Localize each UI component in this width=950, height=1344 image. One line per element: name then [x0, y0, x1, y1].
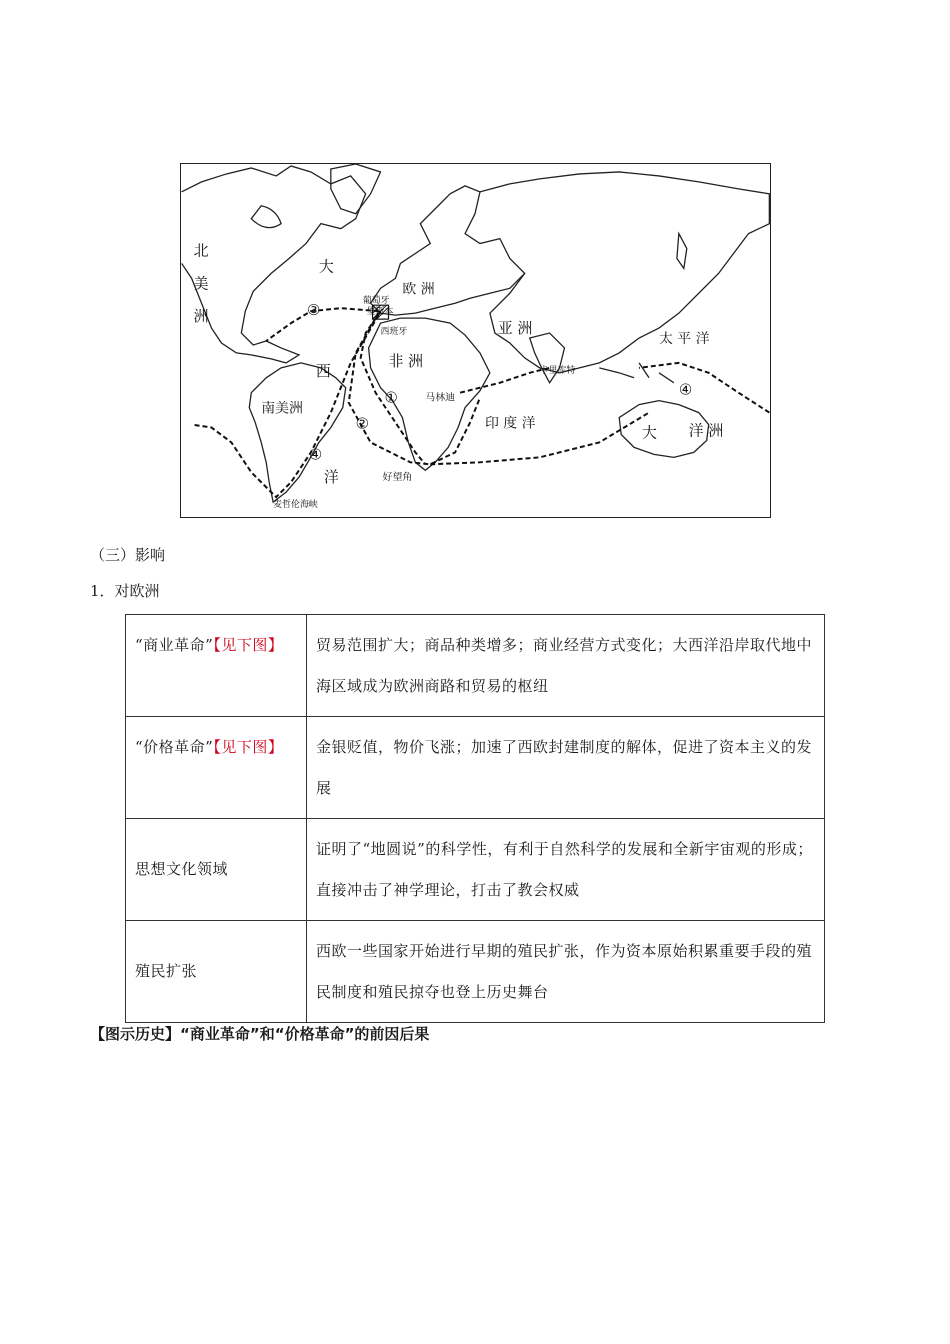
label-oceania-1: 大: [642, 423, 657, 442]
label-strait-of-magellan: 麦哲伦海峡: [273, 500, 318, 511]
table-row: [126, 921, 825, 1023]
row-label-cell: [126, 921, 307, 1023]
row-label-note: 【见下图】: [213, 636, 284, 654]
label-indian-ocean: 印 度 洋: [484, 415, 536, 432]
map-drawing: [181, 164, 770, 517]
label-route-1: ①: [384, 388, 398, 407]
row-content-cell: [307, 819, 825, 921]
row-label: 思想文化领域: [135, 860, 229, 878]
impact-table: [125, 614, 825, 1023]
label-oceania-2: 洋 洲: [688, 421, 724, 440]
label-atlantic-3: 洋: [323, 468, 339, 487]
map-labels: [194, 241, 724, 510]
japan-outline: [677, 234, 687, 269]
figure-caption: 【图示历史】“商业革命”和“价格革命”的前因后果: [90, 1025, 430, 1043]
table-row: [126, 717, 825, 819]
row-content: 金银贬值，物价飞涨；加速了西欧封建制度的解体，促进了资本主义的发展: [316, 738, 813, 797]
row-label-note: 【见下图】: [213, 738, 284, 756]
label-route-4-atlantic: ④: [308, 445, 323, 464]
label-north-america-3: 洲: [193, 307, 209, 326]
label-asia: 亚 洲: [497, 319, 533, 338]
label-cape-of-good-hope: 好望角: [382, 472, 413, 484]
europe-outline: [371, 186, 525, 315]
label-africa: 非 洲: [388, 351, 424, 370]
label-spain: 西班牙: [380, 327, 408, 338]
row-label-cell: [126, 615, 307, 717]
table-row: [126, 819, 825, 921]
label-north-america-2: 美: [193, 274, 209, 293]
label-lisbon: 里斯本: [366, 307, 394, 318]
greenland-outline: [331, 164, 381, 214]
label-atlantic-1: 大: [318, 257, 334, 276]
north-america-outline: [182, 166, 366, 363]
route-2-path: [349, 313, 480, 464]
hudson-bay: [251, 206, 281, 228]
row-content-cell: [307, 717, 825, 819]
label-portugal: 葡萄牙: [362, 296, 390, 307]
row-content: 西欧一些国家开始进行早期的殖民扩张，作为资本原始积累重要手段的殖民制度和殖民掠夺也登上历史舞台: [316, 942, 813, 1001]
label-atlantic-2: 西: [315, 361, 331, 380]
row-label: 殖民扩张: [135, 962, 198, 980]
route-3-path: [266, 308, 378, 341]
label-route-2: ②: [355, 414, 370, 433]
label-north-america-1: 北: [193, 241, 209, 260]
row-content: 证明了“地圆说”的科学性，有利于自然科学的发展和全新宇宙观的形成；直接冲击了神学理论，打击了教会权威: [316, 840, 813, 899]
route-4-pacific-path: [639, 363, 769, 413]
label-calicut: 卡里库特: [539, 365, 576, 376]
section-heading: （三）影响: [90, 546, 166, 564]
route-calicut-path: [460, 368, 549, 393]
sub-heading: 1．对欧洲: [90, 582, 160, 600]
label-south-america: 南美洲: [261, 400, 303, 417]
voyage-route-map: [180, 163, 771, 518]
label-malindi: 马林迪: [425, 392, 456, 404]
row-content-cell: [307, 921, 825, 1023]
row-content: 贸易范围扩大；商品种类增多；商业经营方式变化；大西洋沿岸取代地中海区域成为欧洲商路和贸易的枢纽: [316, 636, 813, 695]
row-label: “价格革命”: [135, 738, 214, 756]
table-row: [126, 615, 825, 717]
label-route-3: ③: [306, 301, 321, 320]
row-label: “商业革命”: [135, 636, 214, 654]
row-label-cell: [126, 717, 307, 819]
label-europe: 欧 洲: [402, 281, 435, 298]
row-label-cell: [126, 819, 307, 921]
label-pacific: 太 平 洋: [658, 330, 710, 347]
row-content-cell: [307, 615, 825, 717]
label-route-4-pacific: ④: [678, 380, 693, 399]
